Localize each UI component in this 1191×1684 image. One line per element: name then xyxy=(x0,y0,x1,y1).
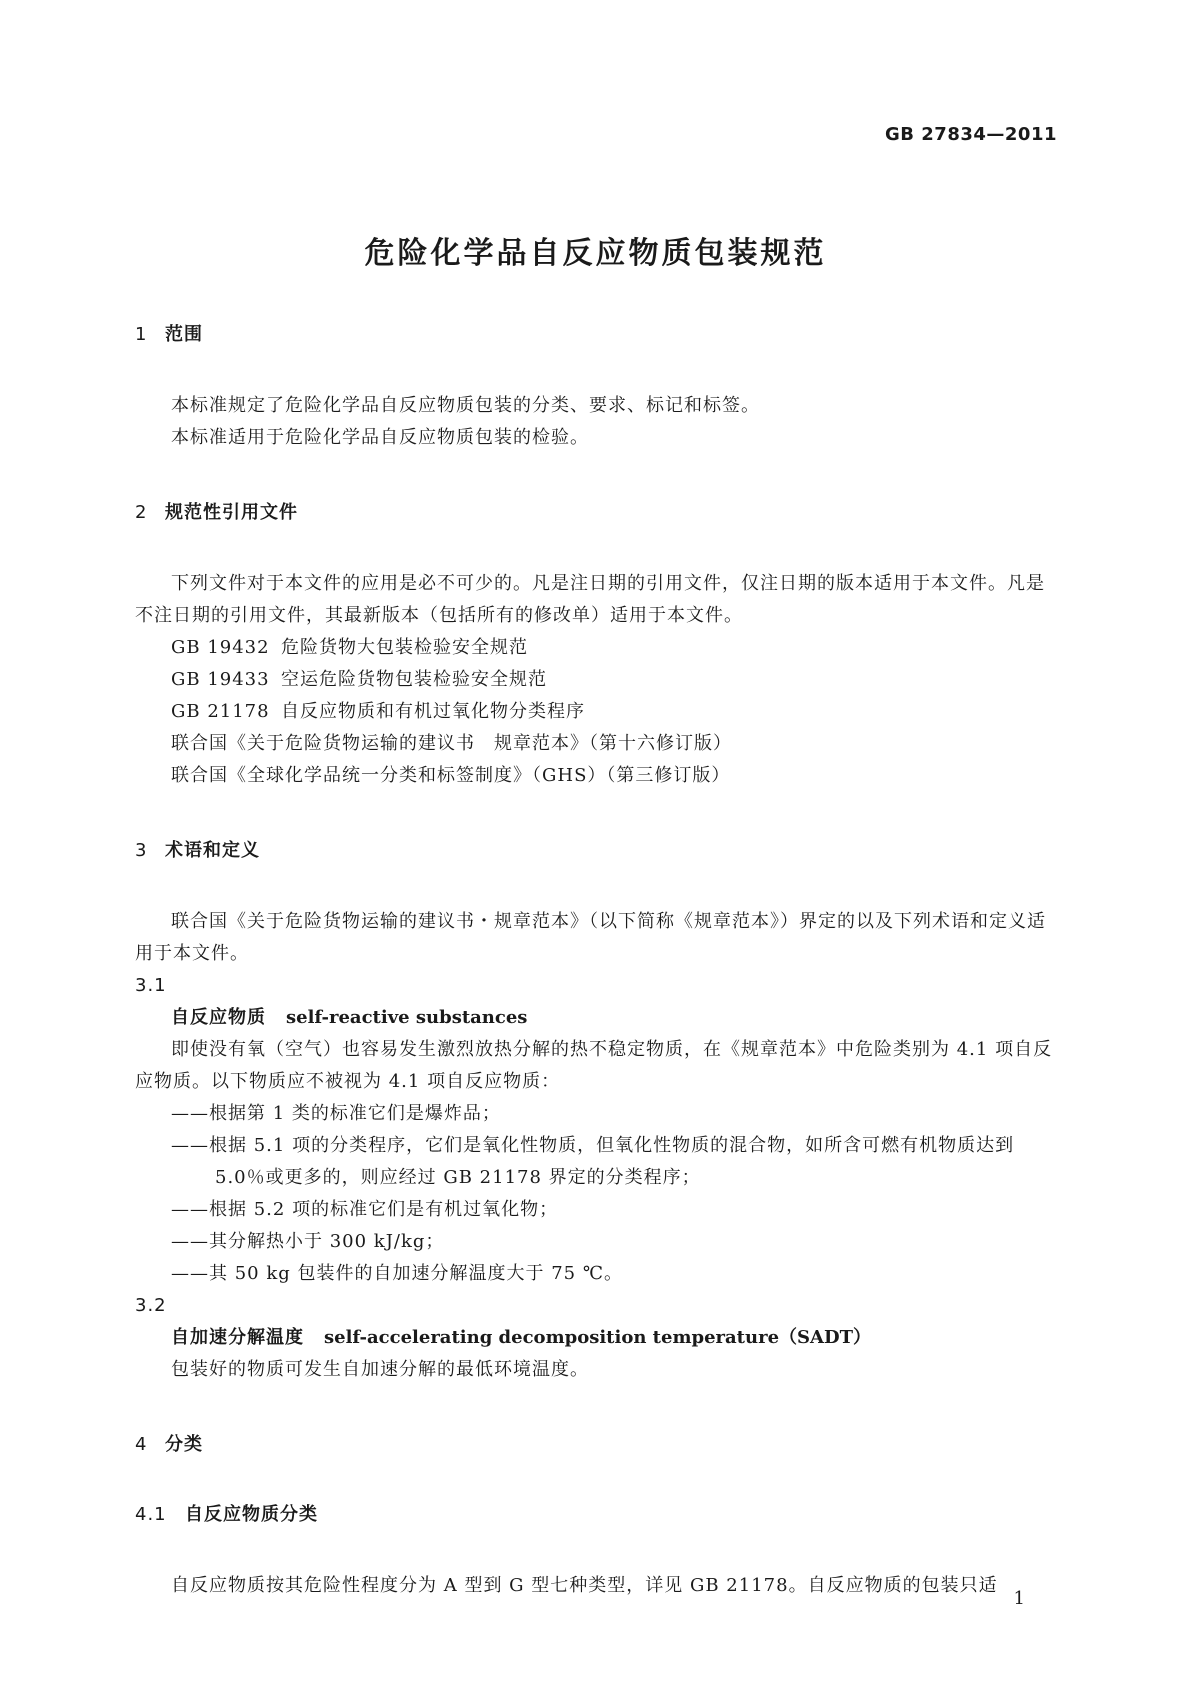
term-number: 3.2 xyxy=(135,1295,167,1316)
section-number: 4 xyxy=(135,1434,148,1455)
term-name-en: self-reactive substances xyxy=(286,1007,528,1028)
term-name-cn: 自加速分解温度 xyxy=(171,1327,304,1348)
term-name-en: self-accelerating decomposition temperature（SADT） xyxy=(324,1327,871,1348)
paragraph: 自反应物质按其危险性程度分为 A 型到 G 型七种类型，详见 GB 21178。自反应物质的包装只适 xyxy=(171,1575,998,1596)
section-number: 1 xyxy=(135,324,148,345)
paragraph: 本标准适用于危险化学品自反应物质包装的检验。 xyxy=(171,427,589,448)
list-item: ——根据 5.1 项的分类程序，它们是氧化性物质，但氧化性物质的混合物，如所含可燃有机物质达到 5.0％或更多的，则应经过 GB 21178 界定的分类程序； xyxy=(171,1135,1015,1188)
list-item: ——其 50 kg 包装件的自加速分解温度大于 75 ℃。 xyxy=(171,1263,623,1284)
section-4-heading xyxy=(135,1430,1059,1456)
term-name-cn: 自反应物质 xyxy=(171,1007,266,1028)
normative-reference xyxy=(135,696,1059,728)
term-definition: 包装好的物质可发生自加速分解的最低环境温度。 xyxy=(171,1359,589,1380)
normative-reference xyxy=(135,632,1059,664)
reference-code: GB 19432 xyxy=(171,637,270,658)
section-2-heading xyxy=(135,498,1059,524)
page-number: 1 xyxy=(1013,1588,1025,1609)
list-item: ——其分解热小于 300 kJ/kg； xyxy=(171,1231,445,1252)
section-number: 3 xyxy=(135,840,148,861)
normative-reference xyxy=(135,664,1059,696)
section-title: 分类 xyxy=(165,1434,203,1455)
reference-title: 危险货物大包装检验安全规范 xyxy=(281,637,528,658)
term-name xyxy=(135,1322,1059,1354)
term-name xyxy=(135,1002,1059,1034)
document-title: 危险化学品自反应物质包装规范 xyxy=(364,236,827,271)
reference-code: GB 21178 xyxy=(171,701,270,722)
normative-reference: 联合国《全球化学品统一分类和标签制度》（GHS）（第三修订版） xyxy=(171,765,731,786)
subsection-title: 自反应物质分类 xyxy=(185,1504,318,1525)
subsection-4-1-heading xyxy=(135,1500,1059,1526)
normative-reference: 联合国《关于危险货物运输的建议书 规章范本》（第十六修订版） xyxy=(171,733,732,754)
reference-title: 空运危险货物包装检验安全规范 xyxy=(281,669,547,690)
subsection-number: 4.1 xyxy=(135,1504,167,1525)
reference-title: 自反应物质和有机过氧化物分类程序 xyxy=(281,701,585,722)
paragraph: 本标准规定了危险化学品自反应物质包装的分类、要求、标记和标签。 xyxy=(171,395,760,416)
term-number: 3.1 xyxy=(135,975,167,996)
list-item: ——根据 5.2 项的标准它们是有机过氧化物； xyxy=(171,1199,559,1220)
term-definition: 即使没有氧（空气）也容易发生激烈放热分解的热不稳定物质，在《规章范本》中危险类别为 4.1 项自反应物质。以下物质应不被视为 4.1 项自反应物质： xyxy=(135,1039,1053,1092)
section-3-heading xyxy=(135,836,1059,862)
section-1-heading xyxy=(135,320,1059,346)
list-item: ——根据第 1 类的标准它们是爆炸品； xyxy=(171,1103,501,1124)
paragraph: 下列文件对于本文件的应用是必不可少的。凡是注日期的引用文件，仅注日期的版本适用于本文件。凡是不注日期的引用文件，其最新版本（包括所有的修改单）适用于本文件。 xyxy=(135,573,1045,626)
reference-code: GB 19433 xyxy=(171,669,270,690)
document-body xyxy=(135,320,1059,1602)
section-number: 2 xyxy=(135,502,148,523)
standard-number: GB 27834—2011 xyxy=(885,124,1057,145)
section-title: 规范性引用文件 xyxy=(165,502,298,523)
section-title: 术语和定义 xyxy=(165,840,260,861)
section-title: 范围 xyxy=(165,324,203,345)
paragraph: 联合国《关于危险货物运输的建议书・规章范本》（以下简称《规章范本》）界定的以及下列术语和定义适用于本文件。 xyxy=(135,911,1046,964)
